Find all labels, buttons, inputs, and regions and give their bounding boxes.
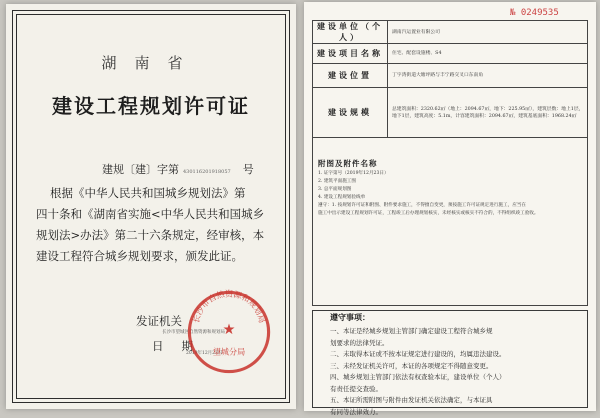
body-line-2: 四十条和《湖南省实施<中华人民共和国城乡	[36, 204, 276, 225]
certificate-number: 430116201918057	[183, 169, 231, 175]
notes-section	[330, 312, 592, 418]
certificate-left-page	[6, 4, 296, 409]
certificate-title: 建设工程规划许可证	[6, 90, 296, 119]
attachment-item: 2. 建筑平面施工图	[318, 178, 580, 186]
date-value: 2019年12月23日	[186, 350, 222, 356]
svg-text:长沙市自然资源和规划局	[191, 288, 268, 324]
attachment-item: 1. 证字第号（2019年12月23日）	[318, 170, 580, 178]
note-line: 三、未经发证机关许可，本证的各项规定不得随意变更。	[330, 361, 592, 373]
note-line: 四、城乡规划主管部门依法有权查验本证，建设单位（个人）	[330, 372, 592, 384]
certificate-prefix: 建规〔建〕字第	[102, 163, 179, 176]
row-value: 丁字湾街道大塘坪路与丰宁路交叉口东南角	[388, 64, 588, 88]
attachment-item: 遵守：1. 按规划许可证和附图、附件要求施工，不得擅自变更，须按施工许可证规定进行施工，应当在	[318, 202, 580, 210]
attachment-item: 施工中出示建设工程规划许可证，工程竣工后办理规划核实，未经核实或核实不符合的，不得组织竣工验收。	[318, 210, 580, 218]
seal-subtext: 望城分局	[213, 347, 245, 357]
date-label: 日期	[152, 338, 211, 354]
province-heading: 湖南省	[6, 52, 296, 73]
seal-star: ★	[223, 322, 236, 338]
row-key: 建设规模	[313, 88, 388, 138]
attachments-title: 附图及附件名称	[318, 160, 580, 168]
issuer-name: 长沙市望城区自然资源和规划局	[162, 329, 225, 335]
body-line-1: 根据《中华人民共和国城乡规划法》第	[50, 183, 290, 204]
certificate-number-line	[102, 161, 254, 177]
row-value: 湖南汽运置业有限公司	[388, 21, 588, 44]
row-value: 住宅、配套设施楼、S4	[388, 44, 588, 64]
attachments-section	[318, 160, 580, 218]
row-value: 总建筑面积：2320.62㎡（地上：2094.67㎡，地下：225.95㎡），建筑层数：地上1层，地下1层，建筑高度：5.1m，计容建筑面积：2094.67㎡，建筑基底面积：1968.24㎡	[388, 88, 588, 138]
note-line: 有责任提交查验。	[330, 384, 592, 396]
table-row	[313, 21, 588, 44]
row-key: 建设单位（个人）	[313, 21, 388, 44]
serial-number: № 0249535	[510, 8, 559, 18]
table-row	[313, 44, 588, 64]
attachment-item: 4. 建设工程规划验线单	[318, 194, 580, 202]
certificate-suffix: 号	[243, 163, 254, 176]
attachment-item: 3. 总平面规划图	[318, 186, 580, 194]
note-line: 二、未取得本证或不按本证规定进行建设的，均属违法建设。	[330, 349, 592, 361]
note-line: 有同等法律效力。	[330, 407, 592, 418]
seal-text: 长沙市自然资源和规划局	[191, 288, 268, 324]
notes-title: 遵守事项：	[330, 312, 592, 323]
issuer-label: 发证机关	[136, 313, 182, 329]
note-line: 五、本证所需附图与附件由发证机关依法确定，与本证具	[330, 395, 592, 407]
table-row	[313, 64, 588, 88]
note-line: 划要求的法律凭证。	[330, 338, 592, 350]
body-line-4: 建设工程符合城乡规划要求，颁发此证。	[36, 246, 276, 267]
official-seal	[184, 287, 274, 377]
row-key: 建设项目名称	[313, 44, 388, 64]
body-line-3: 规划法>办法》第二十六条规定，经审核，本	[36, 225, 276, 246]
table-row	[313, 88, 588, 138]
row-key: 建设位置	[313, 64, 388, 88]
note-line: 一、本证是经城乡规划主管部门确定建设工程符合城乡规	[330, 326, 592, 338]
